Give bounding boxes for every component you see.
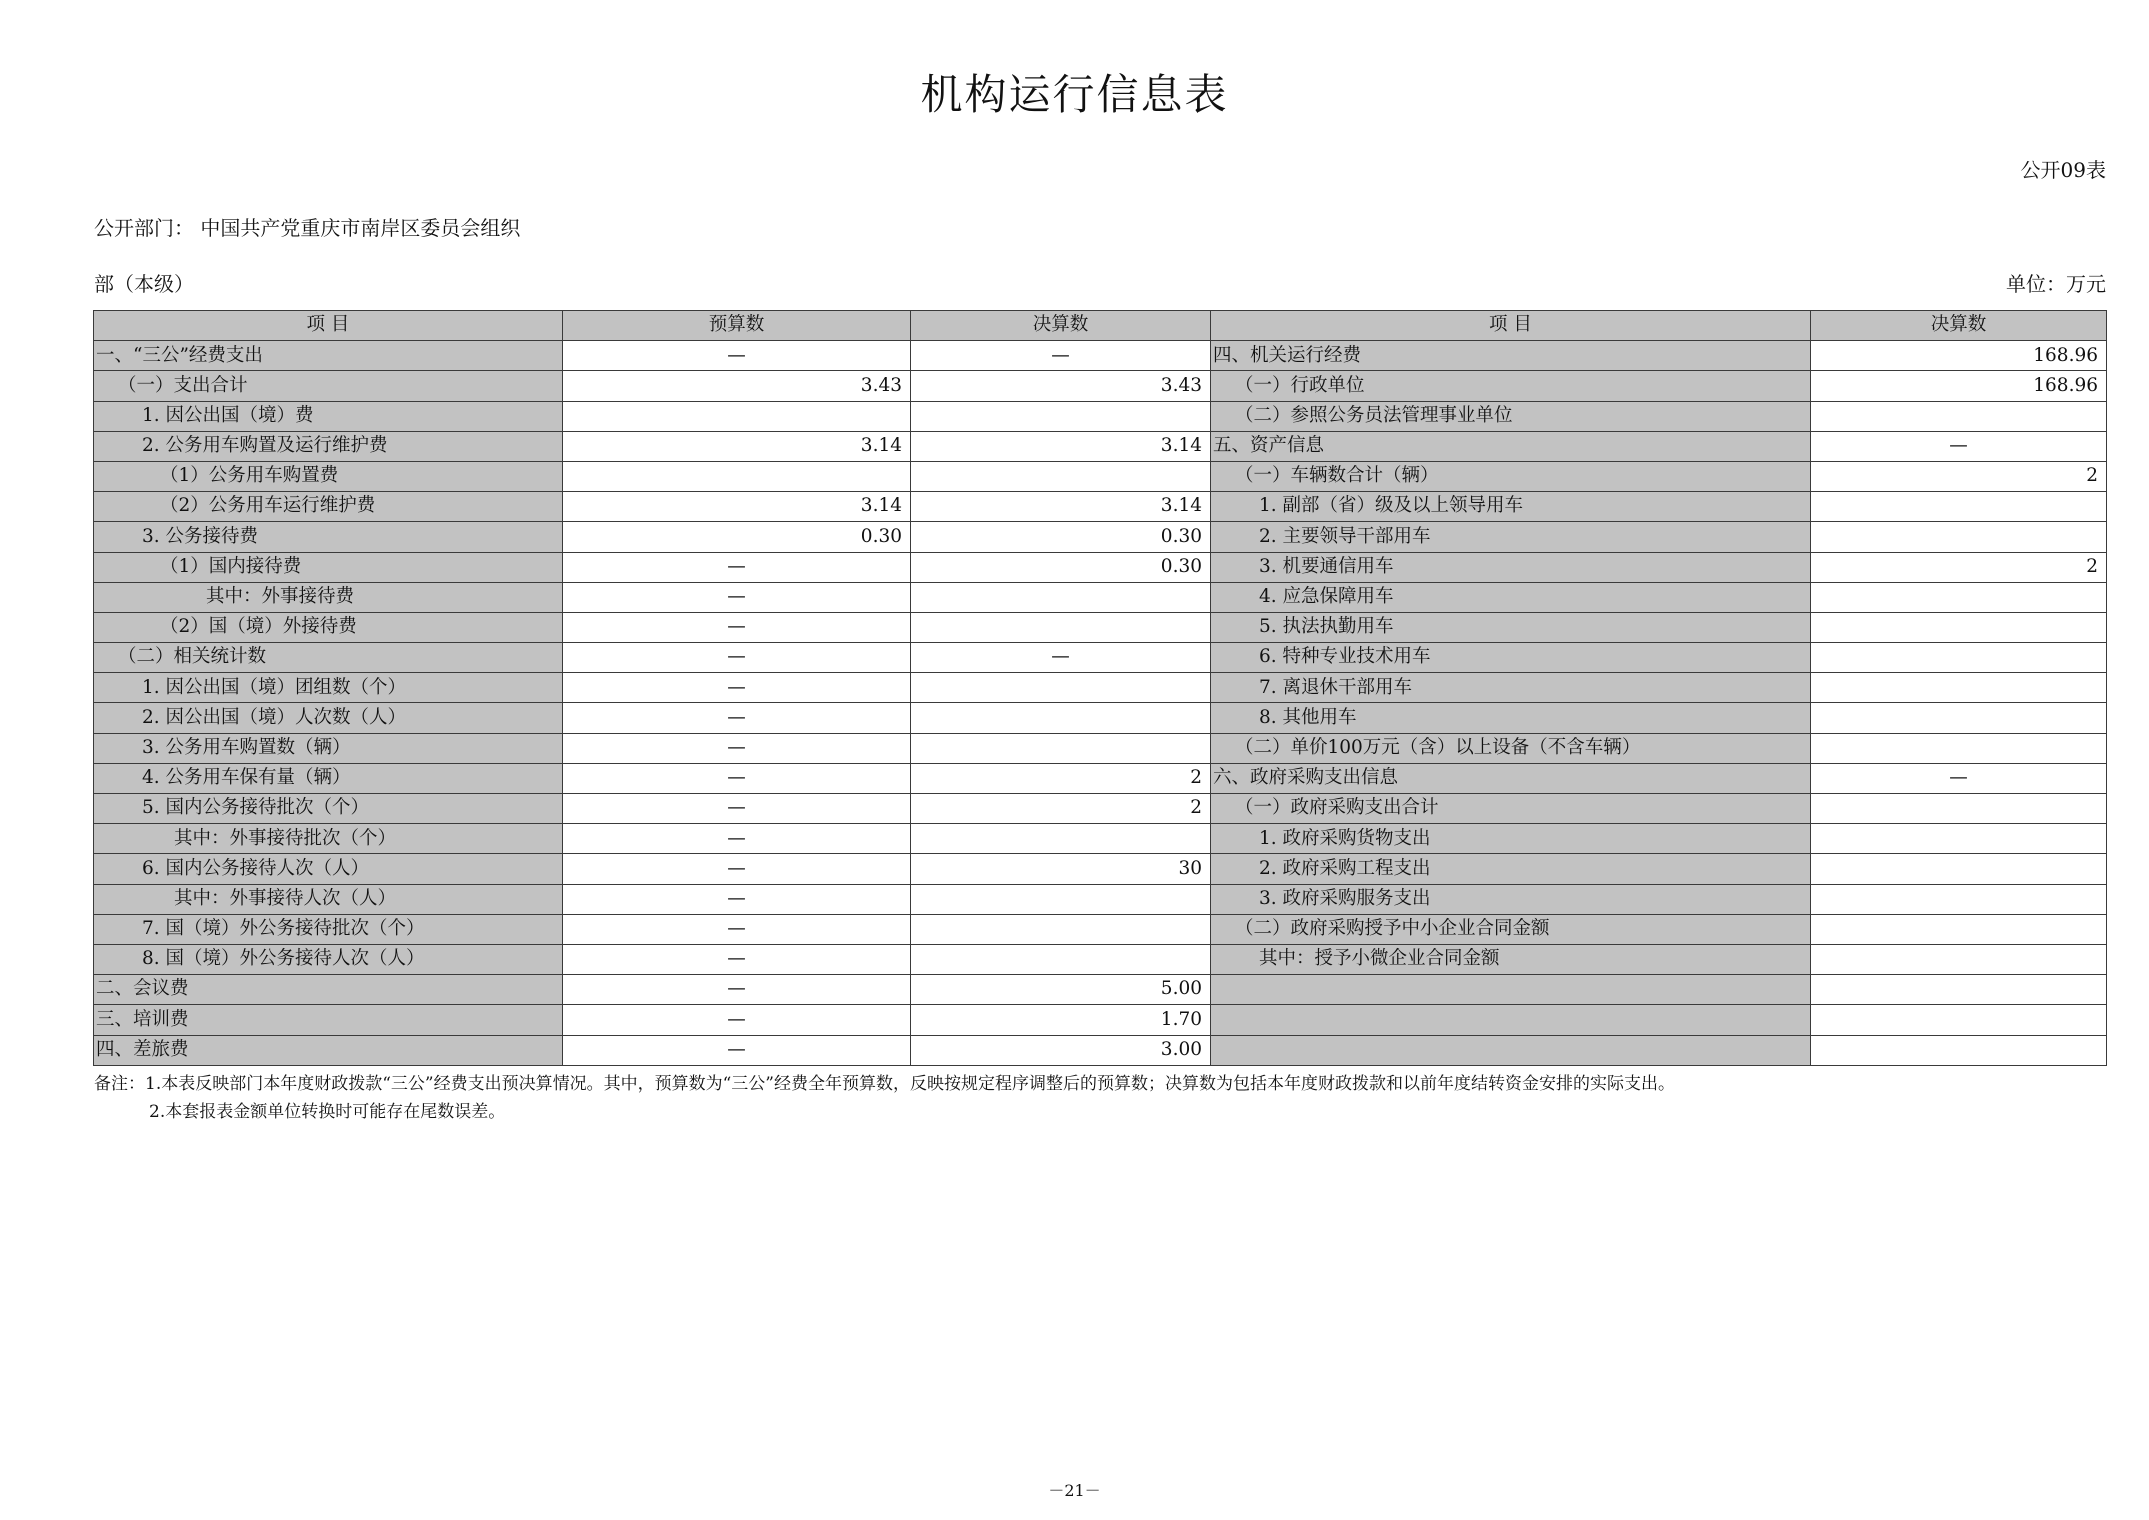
right-final-cell [1811,1005,2107,1035]
left-item-label: 1. 因公出国（境）团组数（个） [94,673,563,703]
right-item-label: （一）政府采购支出合计 [1211,794,1811,824]
department-label-continued: 部（本级） [94,272,194,296]
table-row [94,341,2107,371]
right-item-label: 8. 其他用车 [1211,703,1811,733]
right-final-cell [1811,492,2107,522]
department-label: 公开部门： 中国共产党重庆市南岸区委员会组织 [94,216,521,240]
budget-cell: 3.43 [563,371,911,401]
right-final-cell [1811,794,2107,824]
budget-cell: — [563,733,911,763]
right-final-cell [1811,884,2107,914]
right-item-label: 4. 应急保障用车 [1211,582,1811,612]
final-cell [911,733,1211,763]
table-header-row [94,311,2107,341]
right-item-label: 5. 执法执勤用车 [1211,612,1811,642]
final-cell [911,944,1211,974]
final-cell: 3.14 [911,492,1211,522]
budget-cell [563,401,911,431]
budget-cell: — [563,552,911,582]
note-2: 2.本套报表金额单位转换时可能存在尾数误差。 [149,1102,506,1122]
table-row [94,824,2107,854]
left-item-label: 4. 公务用车保有量（辆） [94,763,563,793]
right-item-label: （二）单价100万元（含）以上设备（不含车辆） [1211,733,1811,763]
left-item-label: 其中：外事接待批次（个） [94,824,563,854]
right-item-label [1211,975,1811,1005]
form-code: 公开09表 [2020,158,2106,182]
header-final-left: 决算数 [911,311,1211,341]
final-cell: 3.00 [911,1035,1211,1065]
budget-cell: — [563,1005,911,1035]
final-cell: 5.00 [911,975,1211,1005]
unit-label: 单位：万元 [2006,272,2106,296]
final-cell: 3.14 [911,431,1211,461]
table-row [94,431,2107,461]
table-row [94,1005,2107,1035]
right-item-label: 六、政府采购支出信息 [1211,763,1811,793]
left-item-label: 8. 国（境）外公务接待人次（人） [94,944,563,974]
final-cell: 3.43 [911,371,1211,401]
right-item-label: 四、机关运行经费 [1211,341,1811,371]
table-row [94,944,2107,974]
table-row [94,914,2107,944]
left-item-label: 四、差旅费 [94,1035,563,1065]
right-final-cell [1811,703,2107,733]
final-cell: 1.70 [911,1005,1211,1035]
final-cell: 2 [911,763,1211,793]
budget-cell: — [563,794,911,824]
right-item-label: 1. 副部（省）级及以上领导用车 [1211,492,1811,522]
left-item-label: 3. 公务接待费 [94,522,563,552]
budget-cell: — [563,824,911,854]
right-item-label: 6. 特种专业技术用车 [1211,643,1811,673]
budget-cell: — [563,582,911,612]
final-cell [911,582,1211,612]
budget-cell: — [563,643,911,673]
final-cell [911,914,1211,944]
final-cell [911,884,1211,914]
right-final-cell [1811,975,2107,1005]
right-final-cell [1811,582,2107,612]
table-row [94,582,2107,612]
header-item-left: 项 目 [94,311,563,341]
budget-cell: — [563,341,911,371]
right-item-label: 其中：授予小微企业合同金额 [1211,944,1811,974]
header-final-right: 决算数 [1811,311,2107,341]
table-row [94,371,2107,401]
budget-cell: — [563,914,911,944]
page-number: －21－ [1048,1481,1101,1500]
right-item-label: 2. 主要领导干部用车 [1211,522,1811,552]
right-final-cell: 168.96 [1811,341,2107,371]
right-final-cell [1811,944,2107,974]
left-item-label: 2. 因公出国（境）人次数（人） [94,703,563,733]
right-final-cell [1811,733,2107,763]
budget-cell: — [563,673,911,703]
table-row [94,612,2107,642]
right-final-cell [1811,673,2107,703]
budget-cell: — [563,612,911,642]
table-row [94,643,2107,673]
right-final-cell: — [1811,431,2107,461]
table-row [94,763,2107,793]
budget-cell [563,461,911,491]
right-final-cell: — [1811,763,2107,793]
left-item-label: 5. 国内公务接待批次（个） [94,794,563,824]
right-item-label: 1. 政府采购货物支出 [1211,824,1811,854]
right-item-label: （二）政府采购授予中小企业合同金额 [1211,914,1811,944]
left-item-label: 6. 国内公务接待人次（人） [94,854,563,884]
right-final-cell: 2 [1811,461,2107,491]
left-item-label: （二）相关统计数 [94,643,563,673]
budget-cell: — [563,944,911,974]
left-item-label: 一、“三公”经费支出 [94,341,563,371]
table-row [94,461,2107,491]
table-row [94,854,2107,884]
right-final-cell [1811,612,2107,642]
table-row [94,522,2107,552]
notes [94,1070,1675,1126]
final-cell [911,401,1211,431]
right-final-cell [1811,1035,2107,1065]
budget-cell: — [563,884,911,914]
left-item-label: 其中：外事接待人次（人） [94,884,563,914]
left-item-label: 二、会议费 [94,975,563,1005]
right-final-cell [1811,914,2107,944]
right-final-cell: 168.96 [1811,371,2107,401]
right-item-label: 五、资产信息 [1211,431,1811,461]
right-item-label: （一）车辆数合计（辆） [1211,461,1811,491]
final-cell: 30 [911,854,1211,884]
right-final-cell [1811,824,2107,854]
left-item-label: 三、培训费 [94,1005,563,1035]
budget-cell: 0.30 [563,522,911,552]
left-item-label: （1）公务用车购置费 [94,461,563,491]
table-row [94,1035,2107,1065]
right-final-cell [1811,643,2107,673]
table-row [94,703,2107,733]
right-item-label: （一）行政单位 [1211,371,1811,401]
table-row [94,794,2107,824]
budget-cell: — [563,703,911,733]
left-item-label: 1. 因公出国（境）费 [94,401,563,431]
left-item-label: （2）国（境）外接待费 [94,612,563,642]
budget-cell: — [563,1035,911,1065]
right-item-label: 7. 离退休干部用车 [1211,673,1811,703]
final-cell: 2 [911,794,1211,824]
left-item-label: 2. 公务用车购置及运行维护费 [94,431,563,461]
note-1: 备注：1.本表反映部门本年度财政拨款“三公”经费支出预决算情况。其中，预算数为“三公”经费全年预算数，反映按规定程序调整后的预算数；决算数为包括本年度财政拨款和以前年度结转资金安排的实际支出。 [94,1074,1675,1094]
budget-cell: — [563,854,911,884]
left-item-label: 7. 国（境）外公务接待批次（个） [94,914,563,944]
left-item-label: （一）支出合计 [94,371,563,401]
right-final-cell [1811,522,2107,552]
table-row [94,552,2107,582]
right-final-cell: 2 [1811,552,2107,582]
info-table [93,310,2107,1066]
left-item-label: （2）公务用车运行维护费 [94,492,563,522]
final-cell [911,673,1211,703]
table-row [94,975,2107,1005]
budget-cell: 3.14 [563,431,911,461]
final-cell [911,612,1211,642]
budget-cell: — [563,763,911,793]
final-cell: — [911,341,1211,371]
left-item-label: 其中：外事接待费 [94,582,563,612]
header-item-right: 项 目 [1211,311,1811,341]
table-row [94,733,2107,763]
right-item-label [1211,1005,1811,1035]
right-item-label: 2. 政府采购工程支出 [1211,854,1811,884]
page-title: 机构运行信息表 [920,70,1229,119]
table-row [94,884,2107,914]
header-budget: 预算数 [563,311,911,341]
right-item-label: （二）参照公务员法管理事业单位 [1211,401,1811,431]
right-item-label: 3. 政府采购服务支出 [1211,884,1811,914]
right-item-label [1211,1035,1811,1065]
budget-cell: 3.14 [563,492,911,522]
table-row [94,401,2107,431]
final-cell [911,703,1211,733]
right-final-cell [1811,854,2107,884]
final-cell: 0.30 [911,522,1211,552]
final-cell: — [911,643,1211,673]
final-cell: 0.30 [911,552,1211,582]
right-item-label: 3. 机要通信用车 [1211,552,1811,582]
right-final-cell [1811,401,2107,431]
final-cell [911,461,1211,491]
left-item-label: （1）国内接待费 [94,552,563,582]
table-row [94,492,2107,522]
table-row [94,673,2107,703]
left-item-label: 3. 公务用车购置数（辆） [94,733,563,763]
budget-cell: — [563,975,911,1005]
final-cell [911,824,1211,854]
